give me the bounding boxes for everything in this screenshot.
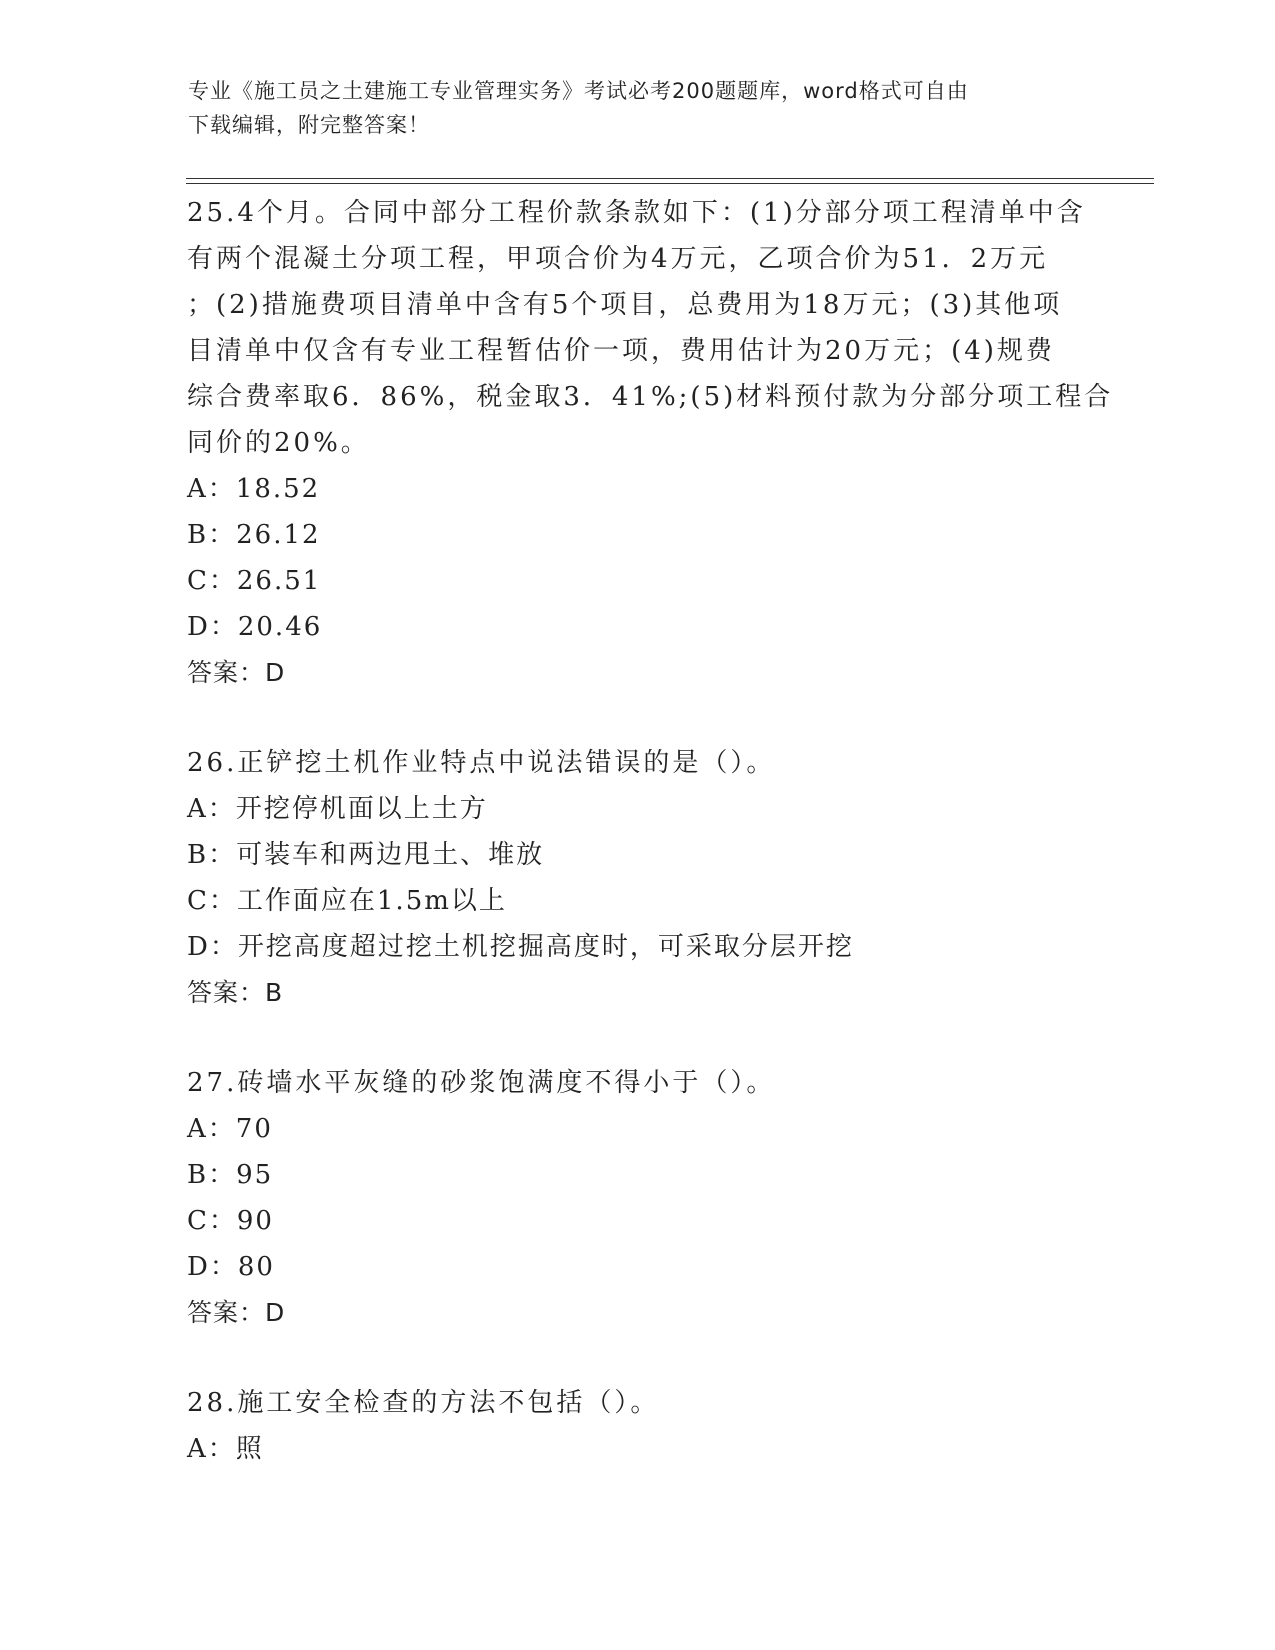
question-block [187, 190, 1114, 696]
question-block [187, 740, 1087, 1016]
question-spacer [187, 1336, 1087, 1380]
answer-line: 答案：B [187, 978, 284, 1007]
question-text-line: 26.正铲挖土机作业特点中说法错误的是（）。 [187, 748, 776, 778]
header-divider-bottom [186, 183, 1154, 184]
question-list [187, 190, 1114, 1472]
header-line-2: 下载编辑，附完整答案！ [188, 113, 430, 137]
option-a: A：18.52 [187, 474, 321, 504]
question-text-line: 同价的20%。 [187, 428, 370, 458]
option-a: A：70 [187, 1114, 273, 1144]
header-line-1: 专业《施工员之土建施工专业管理实务》考试必考200题题库，word格式可自由 [188, 79, 969, 103]
option-c: C：26.51 [187, 566, 322, 596]
option-b: B：可装车和两边甩土、堆放 [187, 840, 545, 870]
answer-line: 答案：D [187, 658, 286, 687]
question-text-line: ；(2)措施费项目清单中含有5个项目，总费用为18万元；(3)其他项 [187, 290, 1063, 320]
answer-line: 答案：D [187, 1298, 286, 1327]
question-block [187, 1380, 1087, 1472]
option-d: D：20.46 [187, 612, 323, 642]
question-text-line: 有两个混凝土分项工程，甲项合价为4万元，乙项合价为51．2万元 [187, 244, 1049, 274]
option-a: A：照 [187, 1434, 264, 1464]
option-b: B：26.12 [187, 520, 321, 550]
option-a: A：开挖停机面以上土方 [187, 794, 488, 824]
question-text-line: 25.4个月。合同中部分工程价款条款如下：(1)分部分项工程清单中含 [187, 198, 1086, 228]
question-block [187, 1060, 1087, 1336]
question-text-line: 28.施工安全检查的方法不包括（）。 [187, 1388, 660, 1418]
option-d: D：开挖高度超过挖土机挖掘高度时，可采取分层开挖 [187, 932, 854, 962]
option-c: C：90 [187, 1206, 274, 1236]
header-divider-top [186, 178, 1154, 179]
question-spacer [187, 1016, 1087, 1060]
question-text-line: 目清单中仅含有专业工程暂估价一项，费用估计为20万元；(4)规费 [187, 336, 1055, 366]
question-text-line: 综合费率取6．86%，税金取3．41%;(5)材料预付款为分部分项工程合 [187, 382, 1114, 412]
question-text-line: 27.砖墙水平灰缝的砂浆饱满度不得小于（）。 [187, 1068, 776, 1098]
option-d: D：80 [187, 1252, 275, 1282]
question-spacer [187, 696, 1087, 740]
option-c: C：工作面应在1.5m以上 [187, 886, 507, 916]
option-b: B：95 [187, 1160, 274, 1190]
document-header [188, 74, 1088, 142]
